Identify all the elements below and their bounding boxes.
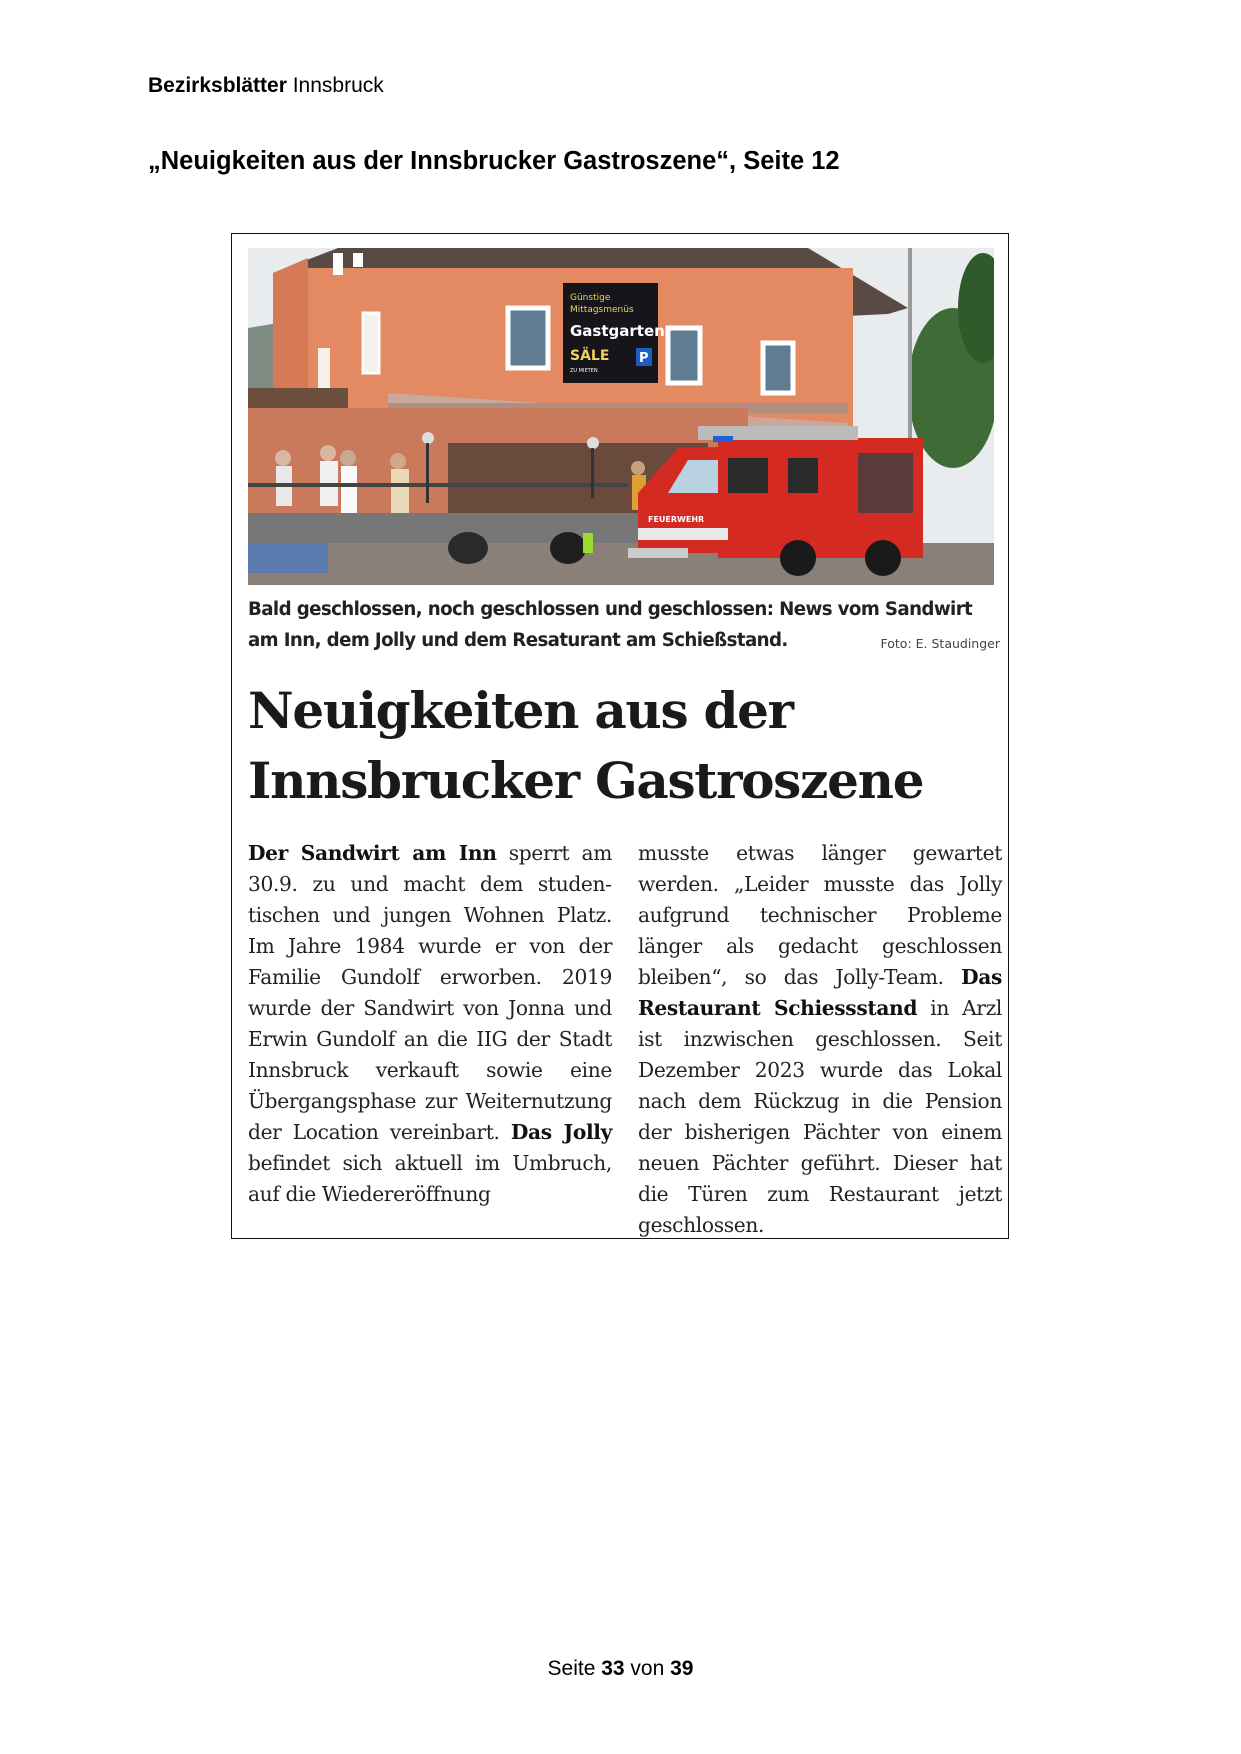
lead-schiessstand: Das Restaurant Schiessstand (638, 965, 1002, 1020)
svg-text:Günstige: Günstige (570, 293, 611, 303)
headline-line-1: Neuigkeiten aus der (248, 681, 793, 740)
svg-text:Mittagsmenüs: Mittagsmenüs (570, 305, 634, 315)
footer-middle: von (624, 1657, 671, 1680)
svg-text:Gastgarten: Gastgarten (570, 322, 665, 340)
clipping-title: „Neuigkeiten aus der Innsbrucker Gastroszene“, Seite 12 (148, 147, 840, 175)
headline-line-2: Innsbrucker Gastroszene (248, 751, 924, 810)
publication-name-bold: Bezirksblätter (148, 74, 287, 97)
article-headline (248, 676, 994, 816)
article-column-2 (638, 838, 1002, 1241)
article-column-1 (248, 838, 612, 1210)
column-2-text-2: in Arzl ist inzwischen geschlossen. Seit Dezember 2023 wurde das Lokal nach dem Rückzug in die Pension der bisherigen Pächter von einem neuen Pächter geführt. Dieser hat die Türen zum Restaurant jetzt geschlossen. (638, 996, 1002, 1237)
footer-page-number: 33 (601, 1657, 625, 1680)
column-2-text-1: musste etwas länger gewartet werden. „Leider musste das Jolly aufgrund technischer Probleme länger als gedacht geschlossen bleiben“, so das Jolly-Team. (638, 841, 1002, 989)
publication-name (148, 74, 384, 98)
page-footer (0, 1657, 1241, 1681)
newspaper-clipping (231, 233, 1009, 1239)
column-1-text-2: befindet sich aktuell im Umbruch, auf die Wiedereröffnung (248, 1151, 612, 1206)
publication-name-rest: Innsbruck (286, 74, 384, 97)
svg-text:ZU MIETEN: ZU MIETEN (570, 368, 598, 374)
lead-sandwirt: Der Sandwirt am Inn (248, 841, 497, 865)
article-photo (248, 248, 994, 585)
svg-text:FEUERWEHR: FEUERWEHR (648, 515, 705, 524)
svg-text:SÄLE: SÄLE (570, 348, 610, 364)
footer-prefix: Seite (547, 1657, 602, 1680)
photo-caption: Bald geschlossen, noch geschlossen und geschlossen: News vom Sandwirt am Inn, dem Jolly und dem Resaturant am Schießstand. (248, 599, 973, 651)
lead-jolly: Das Jolly (510, 1120, 612, 1144)
footer-page-total: 39 (670, 1657, 694, 1680)
column-1-text-1: sperrt am 30.9. zu und macht dem studentischen und jungen Wohnen Platz. Im Jahre 1984 wurde er von der Familie Gundolf erworben. 2019 wurde der Sandwirt von Jonna und Erwin Gundolf an die IIG der Stadt Innsbruck verkauft sowie eine Übergangsphase zur Weiternutzung der Location vereinbart. (248, 841, 613, 1144)
svg-text:P: P (639, 351, 649, 366)
photo-credit: Foto: E. Staudinger (880, 636, 1000, 651)
